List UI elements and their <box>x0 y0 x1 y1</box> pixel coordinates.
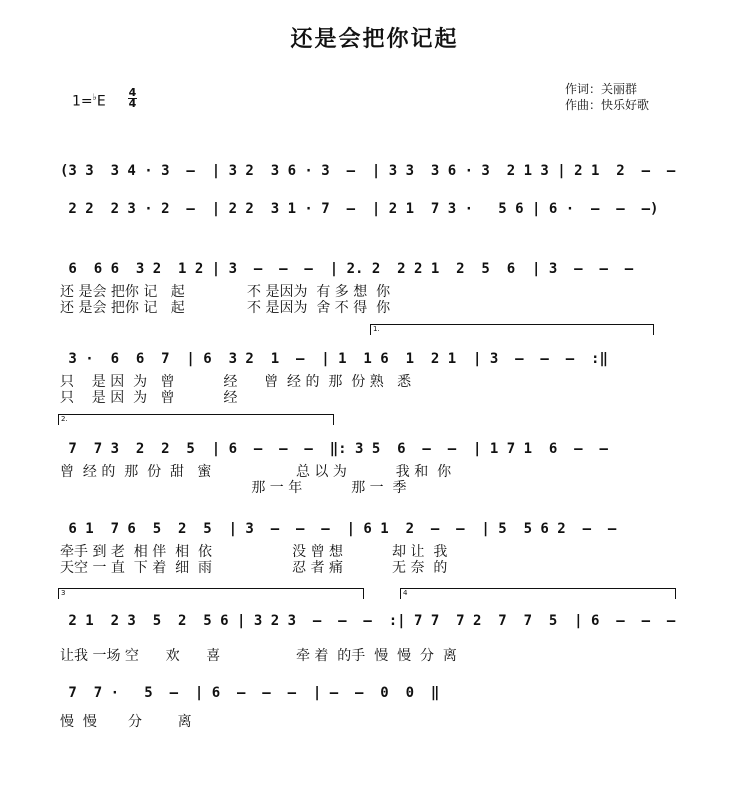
notation-line: 6 1 7 6 5 2 5 | 3 – – – | 6 1 2 – – | 5 5 6 2 – – <box>60 521 617 537</box>
composer-credit: 作曲：快乐好歌 <box>565 98 650 112</box>
notation-line: 2 2 2 3 · 2 – | 2 2 3 1 · 7 – | 2 1 7 3 · 5 6 | 6 · – – –) <box>60 201 659 217</box>
key-note: E <box>96 93 106 110</box>
lyric-line-1: 让我 一场 空 欢 喜 牵 着 的手 慢 慢 分 离 <box>60 648 457 664</box>
notation-line: (3 3 3 4 · 3 – | 3 2 3 6 · 3 – | 3 3 3 6 · 3 2 1 3 | 2 1 2 – – <box>60 163 676 179</box>
lyric-line-2: 只 是 因 为 曾 经 <box>60 390 238 406</box>
notation-line: 2 1 2 3 5 2 5 6 | 3 2 3 – – – :| 7 7 7 2 7 7 5 | 6 – – – <box>60 613 676 629</box>
volta-1: 1. <box>370 324 654 335</box>
lyric-line-1: 只 是 因 为 曾 经 曾 经 的 那 份 熟 悉 <box>60 374 412 390</box>
volta-2: 2. <box>58 414 334 425</box>
notation-line: 6 6 6 3 2 1 2 | 3 – – – | 2. 2 2 2 1 2 5 6 | 3 – – – <box>60 261 634 277</box>
time-sig-bottom: 4 <box>128 97 137 110</box>
lyricist-credit: 作词：关丽群 <box>565 82 638 96</box>
lyric-line-2: 那 一 年 那 一 季 <box>60 480 407 496</box>
song-title: 还是会把你记起 <box>290 27 459 52</box>
volta-3: 3 <box>58 588 364 599</box>
lyric-line-1: 曾 经 的 那 份 甜 蜜 总 以 为 我 和 你 <box>60 464 452 480</box>
lyric-line-1: 慢 慢 分 离 <box>60 714 192 730</box>
lyric-line-2: 天空 一 直 下 着 细 雨 忍 者 痛 无 奈 的 <box>60 560 448 576</box>
notation-line: 7 7 · 5 – | 6 – – – | – – 0 0 ‖ <box>60 685 440 701</box>
time-sig-top: 4 <box>128 86 137 99</box>
key-signature <box>72 93 106 110</box>
notation-line: 7 7 3 2 2 5 | 6 – – – ‖: 3 5 6 – – | 1 7 1 6 – – <box>60 441 608 457</box>
flat-symbol: ♭ <box>92 93 97 103</box>
lyric-line-1: 牵手 到 老 相 伴 相 依 没 曾 想 却 让 我 <box>60 544 448 560</box>
time-signature <box>128 88 137 109</box>
key-prefix: 1= <box>72 93 93 110</box>
lyric-line-1: 还 是会 把你 记 起 不 是因为 有 多 想 你 <box>60 284 391 300</box>
lyric-line-2: 还 是会 把你 记 起 不 是因为 舍 不 得 你 <box>60 300 391 316</box>
notation-line: 3 · 6 6 7 | 6 3 2 1 – | 1 1 6 1 2 1 | 3 – – – :‖ <box>60 351 608 367</box>
volta-4: 4 <box>400 588 676 599</box>
